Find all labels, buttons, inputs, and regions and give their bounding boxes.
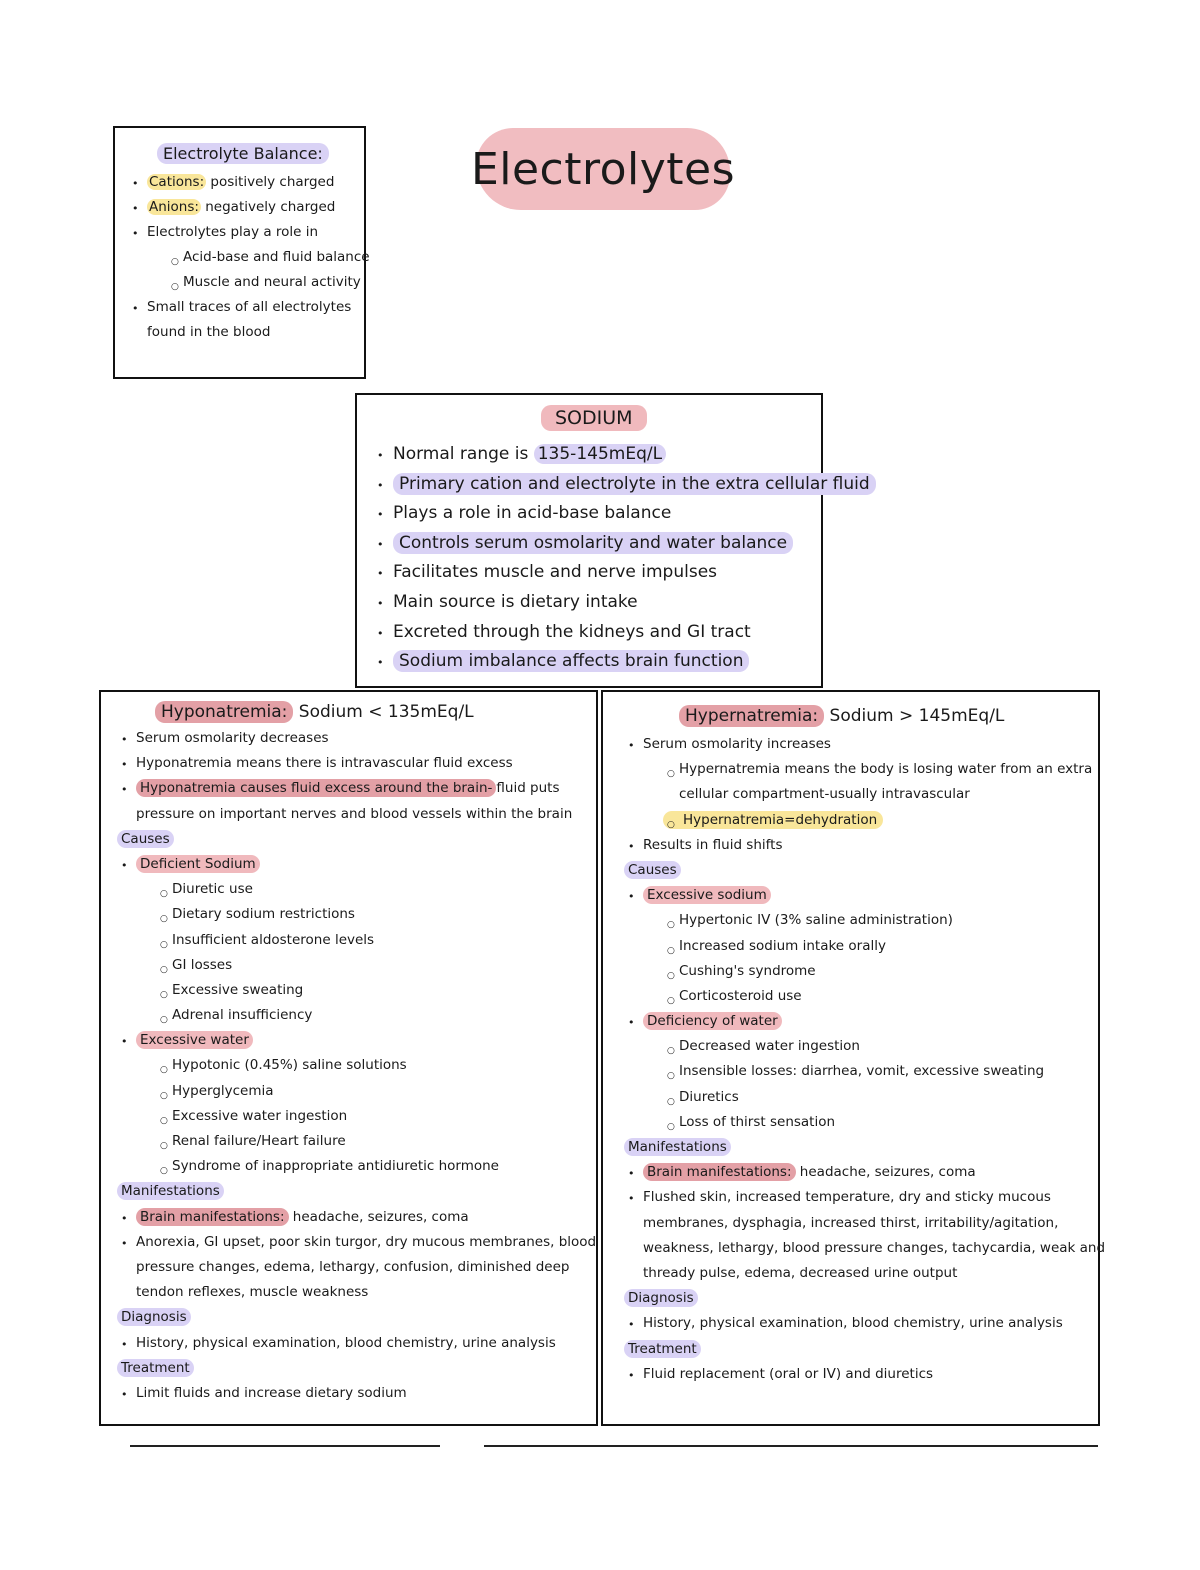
list-subitem <box>183 272 362 297</box>
sub-text: Excessive water ingestion <box>172 1107 348 1124</box>
list-subitem <box>172 904 591 929</box>
sub-text: Insensible losses: diarrhea, vomit, excessive sweating <box>679 1063 1045 1080</box>
item-text: Results in fluid shifts <box>643 836 783 853</box>
range-value: 135-145mEq/L <box>534 444 666 464</box>
item-text: fluid puts <box>496 780 560 797</box>
electrolyte-balance-heading-text: Electrolyte Balance: <box>157 143 329 164</box>
list-item <box>643 734 1093 759</box>
list-item-continuation <box>643 1213 1093 1238</box>
list-item <box>136 1383 591 1408</box>
sub-text: Diuretics <box>679 1088 739 1105</box>
brain-manifestations-label: Brain manifestations: <box>136 1208 289 1226</box>
electrolyte-balance-heading <box>157 144 329 163</box>
list-item <box>136 1333 591 1358</box>
sodium-item: Controls serum osmolarity and water balance <box>393 532 793 554</box>
list-subitem <box>679 936 1093 961</box>
anions-text: negatively charged <box>200 199 336 215</box>
electrolyte-balance-box <box>113 126 370 379</box>
diagnosis-label: Diagnosis <box>117 1308 191 1326</box>
list-item <box>147 197 362 222</box>
section-label <box>624 1137 1093 1162</box>
sub-text: Cushing's syndrome <box>679 962 816 979</box>
sodium-item: Sodium imbalance affects brain function <box>393 650 749 672</box>
anions-term: Anions: <box>149 199 199 215</box>
list-item <box>643 1313 1093 1338</box>
list-item <box>136 1232 597 1257</box>
divider-line <box>484 1445 1098 1447</box>
section-label <box>117 1181 591 1206</box>
item-text: Anorexia, GI upset, poor skin turgor, dry mucous membranes, blood <box>136 1233 597 1250</box>
item-text: tendon reflexes, muscle weakness <box>136 1284 369 1301</box>
list-item-continuation <box>136 1257 591 1282</box>
manifestations-label: Manifestations <box>624 1138 731 1156</box>
sodium-heading <box>541 407 647 429</box>
list-subitem <box>172 1106 591 1131</box>
sodium-item: Excreted through the kidneys and GI tract <box>393 621 751 642</box>
list-item <box>136 728 591 753</box>
section-label <box>117 829 591 854</box>
sub-text: Dietary sodium restrictions <box>172 906 355 923</box>
sub-text: GI losses <box>172 956 233 973</box>
list-subitem <box>183 247 370 272</box>
item-text: History, physical examination, blood chemistry, urine analysis <box>643 1315 1063 1332</box>
treatment-label: Treatment <box>624 1340 701 1358</box>
list-subitem <box>679 961 1093 986</box>
dehydration-highlight: Hypernatremia=dehydration <box>663 811 883 829</box>
page-title-text: Electrolytes <box>470 143 736 195</box>
item-text: Limit fluids and increase dietary sodium <box>136 1384 407 1401</box>
sub-text: Syndrome of inappropriate antidiuretic hormone <box>172 1158 499 1175</box>
section-label <box>117 1307 591 1332</box>
role-text: Electrolytes play a role in <box>147 224 319 240</box>
list-item <box>643 1162 1093 1187</box>
list-item <box>643 835 1093 860</box>
manifestations-label: Manifestations <box>117 1182 224 1200</box>
electrolyte-balance-list <box>147 172 370 347</box>
page-title <box>470 128 736 210</box>
sub-text: Decreased water ingestion <box>679 1038 860 1055</box>
list-item-continuation <box>136 1282 591 1307</box>
list-item <box>393 531 876 561</box>
sodium-list <box>393 442 876 679</box>
causes-label: Causes <box>624 861 681 879</box>
sodium-item: Primary cation and electrolyte in the extra cellular fluid <box>393 473 876 495</box>
list-item <box>393 501 876 531</box>
list-subitem <box>679 986 1093 1011</box>
hyponatremia-heading-rest: Sodium < 135mEq/L <box>293 702 474 722</box>
item-text: weakness, lethargy, blood pressure changes, tachycardia, weak and <box>643 1239 1106 1256</box>
list-item <box>147 172 362 197</box>
list-item <box>147 222 362 247</box>
list-subitem <box>679 1087 1093 1112</box>
item-text: Hyponatremia means there is intravascular fluid excess <box>136 755 513 772</box>
item-text: History, physical examination, blood chemistry, urine analysis <box>136 1334 556 1351</box>
list-item-continuation <box>136 804 591 829</box>
list-item <box>393 620 876 650</box>
causes-label: Causes <box>117 830 174 848</box>
list-subitem <box>172 1081 591 1106</box>
list-subitem <box>172 930 591 955</box>
list-item <box>136 854 591 879</box>
diagnosis-label: Diagnosis <box>624 1289 698 1307</box>
sub-text: Hypernatremia means the body is losing water from an extra <box>679 761 1093 778</box>
list-item <box>136 753 591 778</box>
section-label <box>117 1358 591 1383</box>
list-subitem <box>679 1036 1093 1061</box>
list-item <box>393 560 876 590</box>
cations-term: Cations: <box>149 174 205 190</box>
item-text: headache, seizures, coma <box>288 1208 469 1225</box>
list-subitem <box>679 759 1093 784</box>
traces-text-2: found in the blood <box>147 324 271 340</box>
item-text: membranes, dysphagia, increased thirst, irritability/agitation, <box>643 1214 1059 1231</box>
hyponatremia-list <box>121 728 597 1408</box>
hyponatremia-heading <box>155 702 474 722</box>
hypernatremia-heading <box>679 706 1004 726</box>
sub-text: Diuretic use <box>172 881 253 898</box>
traces-text: Small traces of all electrolytes <box>147 299 352 315</box>
item-text: thready pulse, edema, decreased urine output <box>643 1264 958 1281</box>
sub-text: Acid-base and fluid balance <box>183 249 370 265</box>
list-subitem <box>679 1061 1093 1086</box>
hypernatremia-list <box>628 734 1106 1389</box>
list-subitem <box>172 980 591 1005</box>
sub-text: Adrenal insufficiency <box>172 1007 313 1024</box>
sodium-box <box>355 393 870 688</box>
list-item <box>643 1187 1093 1212</box>
brain-excess-highlight: Hyponatremia causes fluid excess around the brain- <box>136 779 496 797</box>
list-item-continuation <box>147 322 362 347</box>
section-label <box>624 1339 1093 1364</box>
range-prefix: Normal range is <box>393 444 534 464</box>
list-subitem <box>172 879 591 904</box>
hyponatremia-box <box>99 690 598 1426</box>
cations-text: positively charged <box>206 174 335 190</box>
hypernatremia-box <box>601 690 1106 1426</box>
hypernatremia-heading-rest: Sodium > 145mEq/L <box>824 706 1005 726</box>
excessive-water-label: Excessive water <box>136 1031 253 1049</box>
sodium-item: Main source is dietary intake <box>393 591 638 612</box>
sub-text: Insufficient aldosterone levels <box>172 931 375 948</box>
sodium-item: Facilitates muscle and nerve impulses <box>393 562 718 583</box>
section-label <box>624 860 1093 885</box>
sub-text: Excessive sweating <box>172 981 304 998</box>
sub-text: Renal failure/Heart failure <box>172 1133 346 1149</box>
item-text: pressure changes, edema, lethargy, confusion, diminished deep <box>136 1258 570 1275</box>
sub-text: Hyperglycemia <box>172 1082 274 1099</box>
excessive-sodium-label: Excessive sodium <box>643 886 771 904</box>
list-item <box>643 1011 1093 1036</box>
sub-text: cellular compartment-usually intravascular <box>679 786 970 803</box>
brain-manifestations-label: Brain manifestations: <box>643 1163 796 1181</box>
list-item <box>136 778 591 803</box>
item-text: Flushed skin, increased temperature, dry and sticky mucous <box>643 1189 1051 1206</box>
item-text: Serum osmolarity decreases <box>136 730 329 746</box>
item-text: pressure on important nerves and blood vessels within the brain <box>136 805 573 822</box>
list-subitem <box>679 1112 1093 1137</box>
list-item <box>136 1207 591 1232</box>
sub-text: Hypertonic IV (3% saline administration) <box>679 912 953 929</box>
list-item <box>393 649 876 679</box>
list-item-continuation <box>643 1263 1093 1288</box>
list-subitem <box>172 1131 591 1156</box>
list-subitem <box>679 810 1093 835</box>
sodium-heading-text: SODIUM <box>541 405 647 431</box>
list-item <box>393 590 876 620</box>
treatment-label: Treatment <box>117 1359 194 1377</box>
section-label <box>624 1288 1093 1313</box>
list-subitem <box>172 1055 591 1080</box>
list-item <box>643 1364 1093 1389</box>
sub-text: Hypotonic (0.45%) saline solutions <box>172 1057 407 1074</box>
list-item <box>393 472 876 502</box>
list-subitem <box>679 910 1093 935</box>
hyponatremia-term: Hyponatremia: <box>155 701 293 723</box>
list-item <box>147 297 362 322</box>
sub-text: Loss of thirst sensation <box>679 1113 836 1130</box>
item-text: headache, seizures, coma <box>795 1164 976 1181</box>
sub-text: Corticosteroid use <box>679 987 802 1004</box>
sodium-item: Plays a role in acid-base balance <box>393 503 672 524</box>
list-subitem <box>172 1005 591 1030</box>
sub-text: Muscle and neural activity <box>183 274 361 290</box>
list-item <box>393 442 876 472</box>
sub-text: Increased sodium intake orally <box>679 937 886 954</box>
list-item-continuation <box>643 1238 1106 1263</box>
list-subitem <box>172 955 591 980</box>
deficient-sodium-label: Deficient Sodium <box>136 855 260 873</box>
hypernatremia-term: Hypernatremia: <box>679 705 824 727</box>
list-subitem <box>172 1156 591 1181</box>
list-subitem-continuation <box>679 784 1093 809</box>
item-text: Fluid replacement (oral or IV) and diuretics <box>643 1365 934 1382</box>
divider-line <box>130 1445 440 1447</box>
deficiency-water-label: Deficiency of water <box>643 1012 782 1030</box>
list-item <box>136 1030 591 1055</box>
list-item <box>643 885 1093 910</box>
item-text: Serum osmolarity increases <box>643 736 831 752</box>
